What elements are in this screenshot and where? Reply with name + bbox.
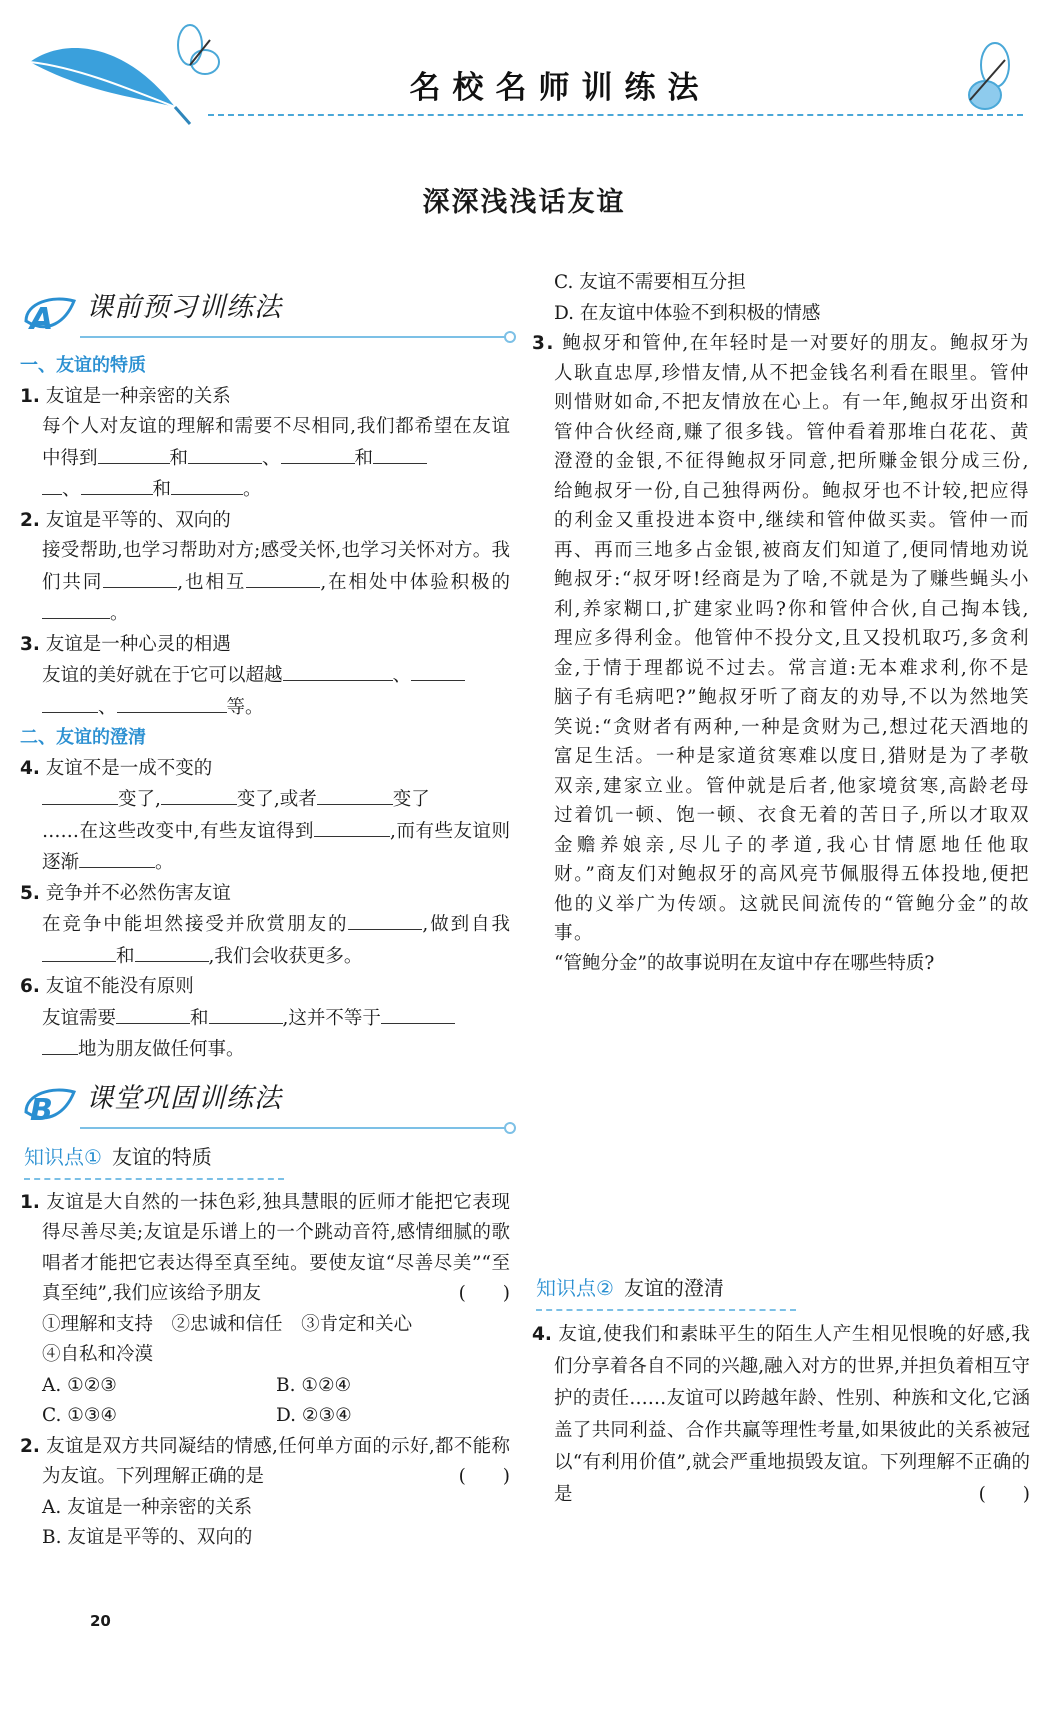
option-b[interactable]: B. 友谊是平等的、双向的 [42, 1527, 253, 1548]
section-b-badge [22, 1082, 80, 1132]
left-column [20, 285, 510, 1554]
option-b[interactable]: B. ①②④ [276, 1374, 352, 1396]
option-a[interactable]: A. ①②③ [42, 1374, 117, 1396]
option-c[interactable]: C. 友谊不需要相互分担 [554, 272, 746, 293]
svg-text:A: A [30, 302, 54, 337]
subheading-1: 一、友谊的特质 [20, 355, 146, 376]
question-a5: 5. 竞争并不必然伤害友谊 在竞争中能坦然接受并欣赏朋友的 ,做到自我和 ,我们会收获更多。 [20, 882, 510, 967]
knowledge-point-1: 知识点① 友谊的特质 [24, 1142, 510, 1182]
section-a-banner [20, 285, 510, 345]
answer-space[interactable] [532, 979, 1030, 1269]
section-b-banner [20, 1076, 510, 1136]
question-a3: 3. 友谊是一种心灵的相遇 友谊的美好就在于它可以超越 、 、 等。 [20, 630, 510, 724]
question-b1: 1. 友谊是大自然的一抹色彩,独具慧眼的匠师才能把它表现得尽善尽美;友谊是乐谱上的一个跳动音符,感情细腻的歌唱者才能把它表达得至真至纯。要使友谊“尽善尽美”“至真至纯”,我们应该给予朋友 ( ) ①理解和支持 ②忠诚和信任 ③肯定和关心 ④自私和冷漠 A. ①②③ B. ①②④ C. ①③④ D. ②③④ [20, 1188, 510, 1432]
header-title: 名校名师训练法 [409, 70, 711, 106]
option-c[interactable]: C. ①③④ [42, 1405, 118, 1426]
option-a[interactable]: A. 友谊是一种亲密的关系 [42, 1496, 253, 1518]
right-column [532, 268, 1030, 1511]
subheading-2: 二、友谊的澄清 [20, 727, 146, 748]
section-a-title: 课前预习训练法 [86, 292, 282, 323]
butterfly-icon [160, 20, 230, 90]
section-a-badge [22, 291, 80, 341]
question-b2: 2. 友谊是双方共同凝结的情感,任何单方面的示好,都不能称为友谊。下列理解正确的是 ( ) A. 友谊是一种亲密的关系 B. 友谊是平等的、双向的 [20, 1432, 510, 1554]
svg-text:B: B [30, 1092, 53, 1128]
option-d[interactable]: D. ②③④ [276, 1405, 352, 1426]
question-b4: 4. 友谊,使我们和素昧平生的陌生人产生相见恨晚的好感,我们分享着各自不同的兴趣,融入对方的世界,并担负着相互守护的责任……友谊可以跨越年龄、性别、种族和文化,它涵盖了共同利益、合作共赢等理性考量,如果彼此的关系被冠以“有利用价值”,就会严重地损毁友谊。下列理解不正确的是 ( ) [532, 1324, 1030, 1505]
knowledge-point-2: 知识点② 友谊的澄清 [536, 1273, 1030, 1313]
butterfly-icon [950, 40, 1030, 125]
section-b-title: 课堂巩固训练法 [86, 1082, 282, 1114]
question-a2: 2. 友谊是平等的、双向的 接受帮助,也学习帮助对方;感受关怀,也学习关怀对方。我们共同 ,也相互 ,在相处中体验积极的。 [20, 509, 510, 624]
question-a1: 1. 友谊是一种亲密的关系 每个人对友谊的理解和需要不尽相同,我们都希望在友谊中得到 和 、 和 、 和 。 [20, 385, 510, 500]
option-d[interactable]: D. 在友谊中体验不到积极的情感 [554, 302, 821, 324]
page-title: 深深浅浅话友谊 [422, 187, 626, 218]
question-b3: 3. 鲍叔牙和管仲,在年轻时是一对要好的朋友。鲍叔牙为人耿直忠厚,珍惜友情,从不把金钱名利看在眼里。管仲则惜财如命,不把友情放在心上。有一年,鲍叔牙出资和管仲合伙经商,赚了很多钱。管仲看着那堆白花花、黄澄澄的金银,不征得鲍叔牙同意,把所赚金银分成三份,给鲍叔牙一份,自己独得两份。鲍叔牙也不计较,把应得的利金又重投进本资中,继续和管仲做买卖。管仲一而再、再而三地多占金银,被商友们知道了,便同情地劝说鲍叔牙:“叔牙呀!经商是为了啥,不就是为了赚些蝇头小利,养家糊口,扩建家业吗?你和管仲合伙,自己掏本钱,理应多得利金。他管仲不投分文,且又投机取巧,多贪利金,于情于理都说不过去。常言道:无本难求利,你不是脑子有毛病吧?”鲍叔牙听了商友的劝导,不以为然地笑笑说:“贪财者有两种,一种是贪财为己,想过花天酒地的富足生活。一种是家道贫寒难以度日,猎财是为了孝敬双亲,建家立业。管仲就是后者,他家境贫寒,高龄老母过着饥一顿、饱一顿、衣食无着的苦日子,所以才取双金赡养娘亲,尽儿子的孝道,我心甘情愿地任他取财。”商友们对鲍叔牙的高风亮节佩服得五体投地,便把他的义举广为传颂。这就民间流传的“管鲍分金”的故事。 “管鲍分金”的故事说明在友谊中存在哪些特质? [532, 333, 1030, 974]
question-a6: 6. 友谊不能没有原则 友谊需要 和 ,这并不等于 地为朋友做任何事。 [20, 972, 510, 1066]
question-a4: 4. 友谊不是一成不变的 变了, 变了,或者 变了 ……在这些改变中,有些友谊得到 ,而有些友谊则逐渐 。 [20, 757, 510, 873]
header-divider [208, 114, 1023, 116]
page-number: 20 [90, 1612, 111, 1630]
